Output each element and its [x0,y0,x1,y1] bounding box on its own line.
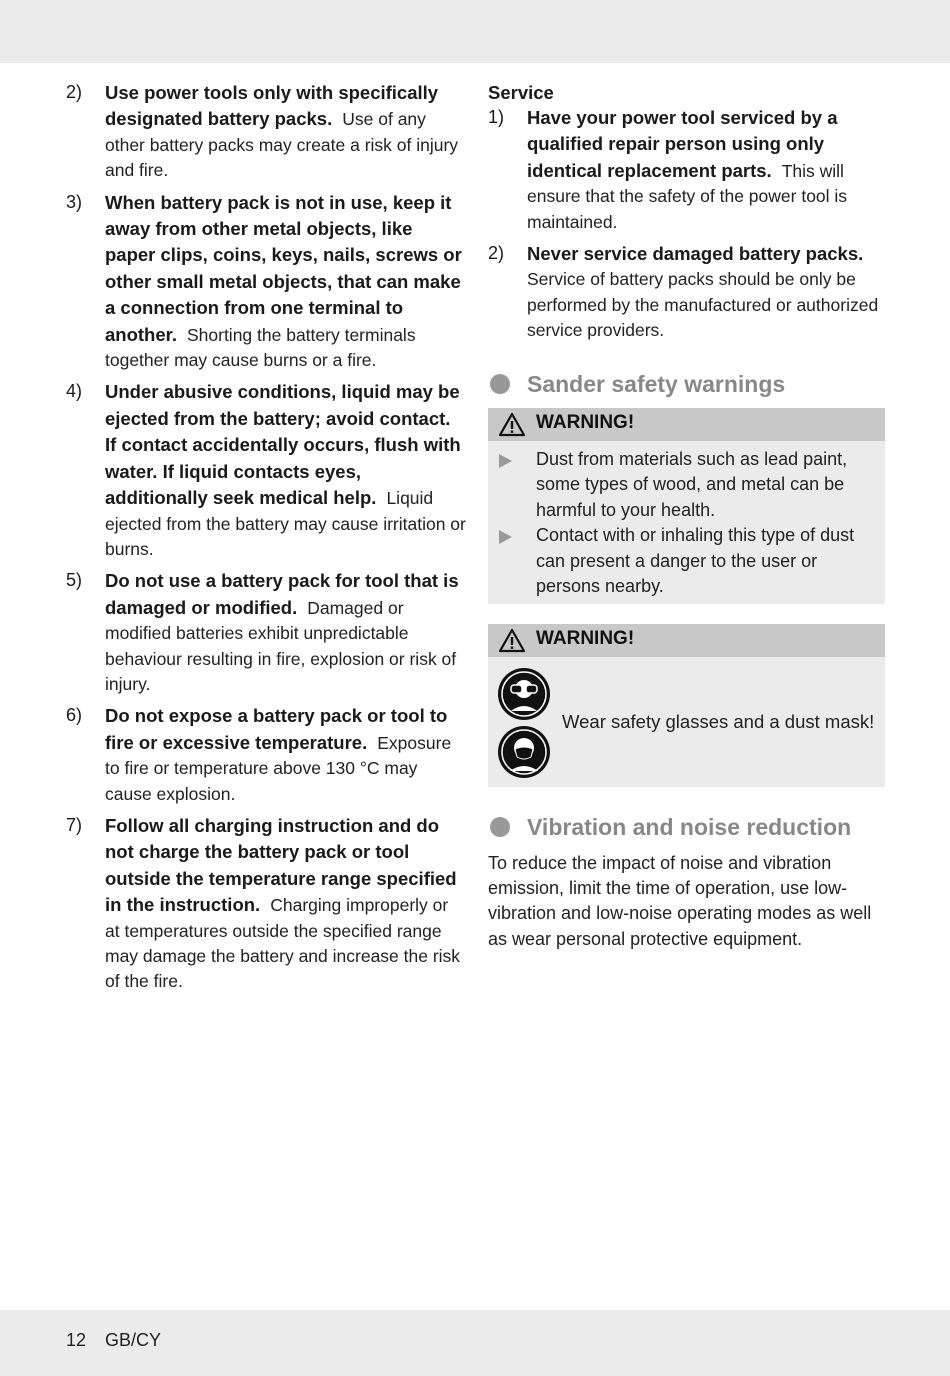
safety-item [66,190,466,374]
item-bold-text: Do not use a battery pack for tool that is damaged or modified. [105,570,459,618]
vibration-heading-text: Vibration and noise reduction [527,813,852,840]
item-text: Shorting the battery terminals together may cause burns or a fire. [105,324,416,371]
warning-header [488,408,885,441]
warning-triangle-icon [498,628,526,653]
right-column [488,80,885,952]
service-item [488,105,885,235]
warning-list-item [488,523,873,600]
bullet-dot-icon [490,374,510,394]
locale-code: GB/CY [105,1330,162,1350]
warning-list [488,441,885,604]
item-bold-text: When battery pack is not in use, keep it away from other metal objects, like paper clips, coins, keys, nails, screws or other small metal objects, that can make a connection from one terminal to another. [105,191,462,345]
item-text: Charging improperly or at temperatures outside the specified range may damage the battery and increase the risk of the fire. [105,895,461,992]
warning-triangle-icon [498,412,526,437]
warning-label: WARNING! [536,627,635,649]
sander-heading [488,370,885,398]
item-text: Damaged or modified batteries exhibit unpredictable behaviour resulting in fire, explosion or risk of injury. [105,597,457,694]
item-bold-text: Follow all charging instruction and do not charge the battery pack or tool outside the temperature range specified in the instruction. [105,814,457,916]
item-number: 5) [66,570,83,591]
dust-mask-icon [497,725,551,779]
safety-item [66,703,466,807]
warning-header [488,624,885,657]
page-top-band [0,0,950,63]
service-title: Service [488,82,554,103]
ppe-warning-box [488,624,885,787]
safety-item [66,379,466,562]
item-bold-text: Never service damaged battery packs. [527,243,864,265]
item-number: 1) [488,107,505,127]
item-bold-text: Under abusive conditions, liquid may be ejected from the battery; avoid contact. If contact accidentally occurs, flush with water. If liquid contacts eyes, additionally seek medical help. [105,381,461,509]
item-number: 6) [66,705,83,726]
vibration-heading [488,813,885,841]
safety-glasses-icon [497,667,551,721]
service-item [488,241,885,344]
sander-warning-box [488,408,885,604]
safety-item [66,568,466,697]
warning-list-item [488,447,873,524]
item-number: 2) [66,82,83,102]
item-bold-text: Have your power tool serviced by a qualified repair person using only identical replacement parts. [527,107,838,181]
safety-item [66,80,466,184]
item-text: Exposure to fire or temperature above 130 °C may cause explosion. [105,732,452,804]
page-number: 12 [66,1330,87,1350]
item-number: 7) [66,814,83,835]
arrow-bullet-icon [499,530,512,544]
item-text: This will ensure that the safety of the power tool is maintained. [527,160,848,232]
vibration-paragraph: To reduce the impact of noise and vibration emission, limit the time of operation, use low-vibration and low-noise operating modes as well as wear personal protective equipment. [488,852,872,949]
ppe-content [488,657,885,787]
item-bold-text: Do not expose a battery pack or tool to fire or excessive temperature. [105,705,448,753]
safety-item [66,813,466,995]
item-number: 4) [66,381,83,402]
warning-label: WARNING! [536,411,635,433]
item-text: Service of battery packs should be only be performed by the manufactured or authorized service providers. [527,269,879,341]
warning-item-text: Contact with or inhaling this type of dust can present a danger to the user or persons nearby. [536,525,855,597]
left-column [66,80,466,1001]
sander-heading-text: Sander safety warnings [527,370,786,397]
item-number: 3) [66,191,83,212]
warning-item-text: Dust from materials such as lead paint, some types of wood, and metal can be harmful to your health. [536,448,848,520]
bullet-dot-icon [490,817,510,837]
item-text: Use of any other battery packs may create a risk of injury and fire. [105,109,459,181]
item-bold-text: Use power tools only with specifically designated battery packs. [105,82,439,130]
item-text: Liquid ejected from the battery may cause irritation or burns. [105,488,466,559]
ppe-text: Wear safety glasses and a dust mask! [562,710,875,732]
item-number: 2) [488,243,505,264]
arrow-bullet-icon [499,454,512,468]
page-footer [0,1310,950,1376]
